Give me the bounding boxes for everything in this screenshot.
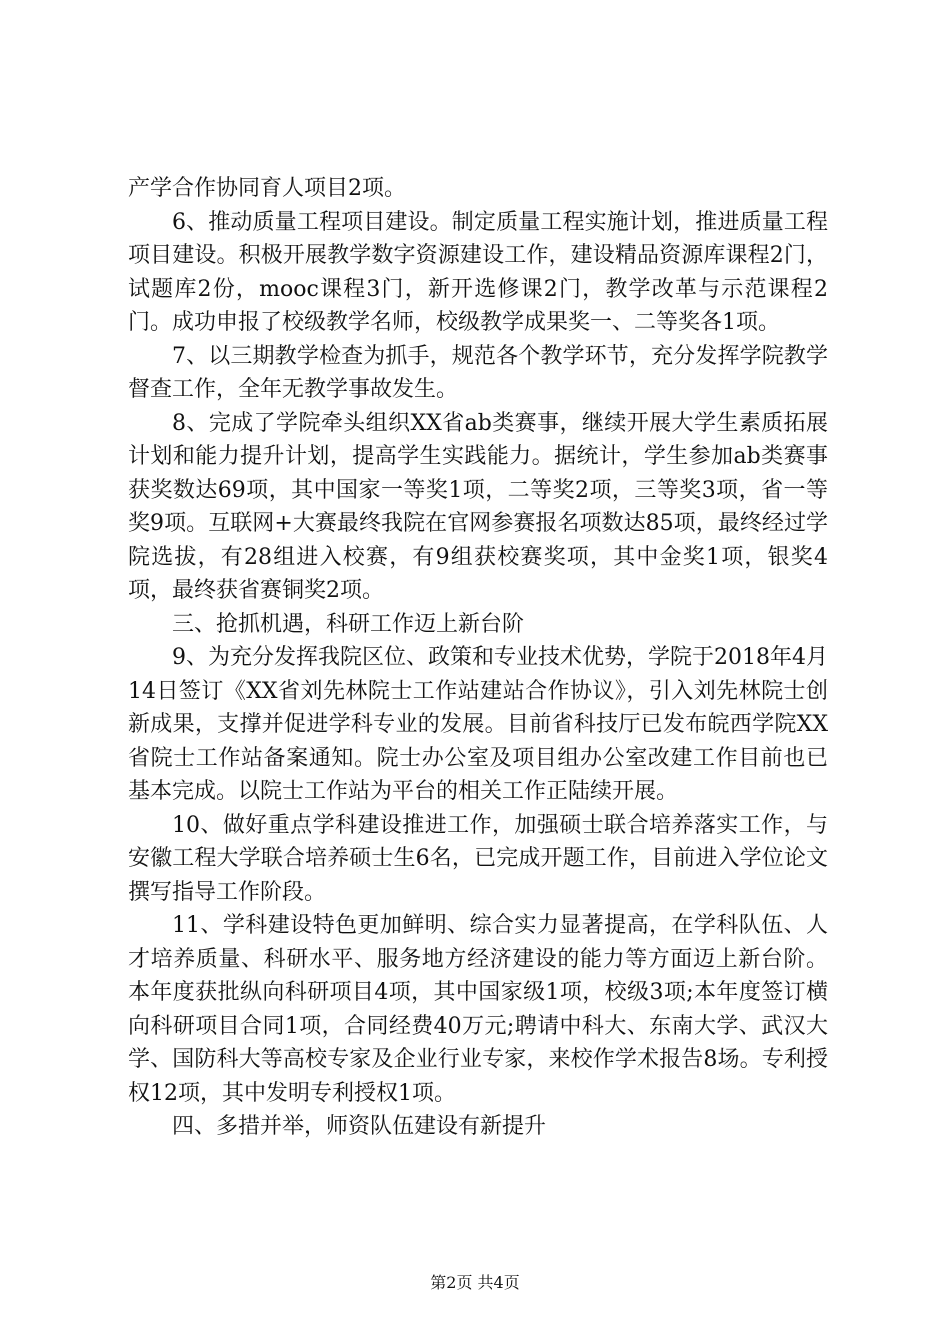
page-footer: 第2页 共4页 (430, 1273, 520, 1292)
paragraph-item-8: 8、完成了学院牵头组织XX省ab类赛事，继续开展大学生素质拓展计划和能力提升计划，提高学生实践能力。据统计，学生参加ab类赛事获奖数达69项，其中国家一等奖1项，二等奖2项，三等奖3项，省一等奖9项。互联网+大赛最终我院在官网参赛报名项数达85项，最终经过学院选拔，有28组进入校赛，有9组获校赛奖项，其中金奖1项，银奖4项，最终获省赛铜奖2项。 (128, 410, 828, 603)
paragraph-item-6: 6、推动质量工程项目建设。制定质量工程实施计划，推进质量工程项目建设。积极开展教学数字资源建设工作，建设精品资源库课程2门，试题库2份，mooc课程3门，新开选修课2门，教学改革与示范课程2门。成功申报了校级教学名师，校级教学成果奖一、二等奖各1项。 (128, 209, 828, 335)
paragraph-item-10: 10、做好重点学科建设推进工作，加强硕士联合培养落实工作，与安徽工程大学联合培养硕士生6名，已完成开题工作，目前进入学位论文撰写指导工作阶段。 (128, 812, 828, 905)
paragraph-continuation: 产学合作协同育人项目2项。 (128, 176, 406, 201)
section-heading-4: 四、多措并举，师资队伍建设有新提升 (172, 1114, 547, 1139)
section-heading-3: 三、抢抓机遇，科研工作迈上新台阶 (172, 611, 525, 637)
paragraph-item-9: 9、为充分发挥我院区位、政策和专业技术优势，学院于2018年4月14日签订《XX省刘先林院士工作站建站合作协议》，引入刘先林院士创新成果，支撑并促进学科专业的发展。目前省科技厅已发布皖西学院XX省院士工作站备案通知。院士办公室及项目组办公室改建工作目前也已基本完成。以院士工作站为平台的相关工作正陆续开展。 (128, 645, 828, 804)
paragraph-item-7: 7、以三期教学检查为抓手，规范各个教学环节，充分发挥学院教学督查工作，全年无教学事故发生。 (128, 343, 828, 402)
paragraph-item-11: 11、学科建设特色更加鲜明、综合实力显著提高，在学科队伍、人才培养质量、科研水平、服务地方经济建设的能力等方面迈上新台阶。本年度获批纵向科研项目4项，其中国家级1项，校级3项;本年度签订横向科研项目合同1项，合同经费40万元;聘请中科大、东南大学、武汉大学、国防科大等高校专家及企业行业专家，来校作学术报告8场。专利授权12项，其中发明专利授权1项。 (128, 913, 828, 1106)
document-body (128, 172, 828, 1144)
